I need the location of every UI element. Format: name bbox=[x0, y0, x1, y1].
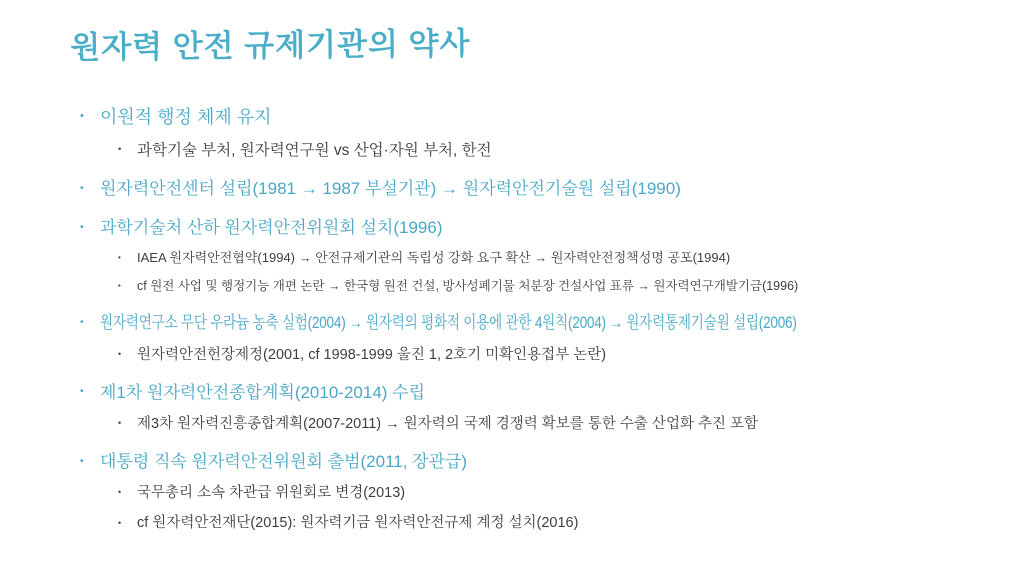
bullet-icon: • bbox=[80, 385, 84, 398]
bullet-text: cf 원전 사업 및 행정기능 개편 논란 → 한국형 원전 건설, 방사성폐기물 처분장 건설사업 표류 → 원자력연구개발기금(1996) bbox=[137, 278, 799, 293]
bullet-text: IAEA 원자력안전협약(1994) → 안전규제기관의 독립성 강화 요구 확산 → 원자력안전정책성명 공포(1994) bbox=[137, 250, 731, 266]
bullet-text: 원자력안전센터 설립(1981 → 1987 부설기관) → 원자력안전기술원 설립(1990) bbox=[100, 178, 681, 198]
bullet-item bbox=[80, 382, 1008, 403]
bullet-text: 과학기술처 산하 원자력안전위원회 설치(1996) bbox=[100, 218, 443, 238]
bullet-text: 원자력안전헌장제정(2001, cf 1998-1999 울진 1, 2호기 미확인용접부 논란) bbox=[137, 346, 607, 363]
bullet-icon: • bbox=[118, 281, 121, 291]
sub-bullet-item bbox=[118, 415, 1008, 433]
sub-bullet-item bbox=[118, 484, 1008, 502]
bullet-text: 제1차 원자력안전종합계획(2010-2014) 수립 bbox=[100, 382, 426, 402]
bullet-icon: • bbox=[118, 487, 122, 498]
sub-bullet-item bbox=[118, 279, 1008, 295]
bullet-text: 제3차 원자력진흥종합계획(2007-2011) → 원자력의 국제 경쟁력 확보를 통한 수출 산업화 추진 포함 bbox=[137, 415, 759, 432]
sub-bullet-item bbox=[118, 250, 1008, 266]
bullet-text: 이원적 행정 체제 유지 bbox=[100, 107, 272, 127]
bullet-item bbox=[80, 106, 1008, 129]
sub-bullet-item bbox=[118, 514, 1008, 532]
bullet-item bbox=[80, 312, 1008, 333]
sub-bullet-item bbox=[118, 346, 1008, 364]
bullet-icon: • bbox=[118, 418, 122, 429]
bullet-text: 대통령 직속 원자력안전위원회 출범(2011, 장관급) bbox=[100, 452, 468, 471]
bullet-icon: • bbox=[118, 348, 122, 359]
slide-title: 원자력 안전 규제기관의 약사 bbox=[70, 25, 471, 65]
bullet-text: 과학기술 부처, 원자력연구원 vs 산업·자원 부처, 한전 bbox=[137, 141, 492, 159]
bullet-icon: • bbox=[80, 109, 84, 122]
sub-bullet-item bbox=[118, 141, 1008, 160]
bullet-icon: • bbox=[118, 253, 121, 263]
bullet-item bbox=[80, 217, 1008, 238]
bullet-text: 원자력연구소 무단 우라늄 농축 실험(2004) → 원자력의 평화적 이용에 관한 4원칙(2004) → 원자력통제기술원 설립(2006) bbox=[100, 313, 797, 333]
bullet-icon: • bbox=[80, 181, 84, 194]
bullet-icon: • bbox=[80, 454, 84, 467]
bullet-text: cf 원자력안전재단(2015): 원자력기금 원자력안전규제 계정 설치(2016) bbox=[137, 515, 579, 532]
bullet-text: 국무총리 소속 차관급 위원회로 변경(2013) bbox=[137, 485, 406, 502]
bullet-icon: • bbox=[118, 143, 122, 155]
bullet-icon: • bbox=[80, 315, 84, 328]
bullet-item bbox=[80, 451, 1008, 472]
bullet-icon: • bbox=[118, 517, 122, 528]
bullet-icon: • bbox=[80, 220, 84, 233]
bullet-list bbox=[80, 106, 1008, 533]
bullet-item bbox=[80, 178, 1008, 199]
